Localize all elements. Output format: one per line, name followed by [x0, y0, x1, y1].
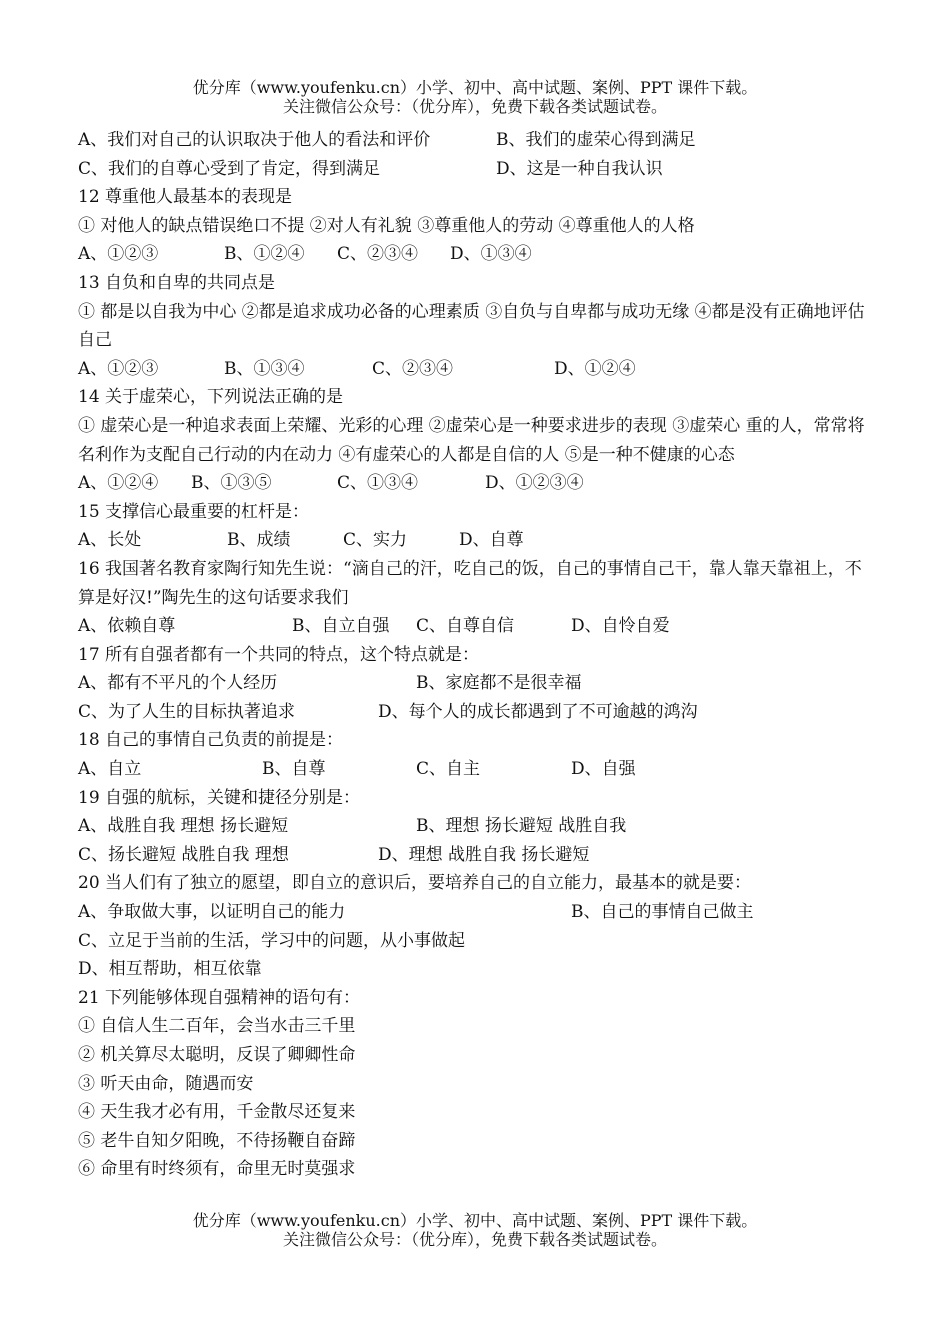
q19-option-a: A、战胜自我 理想 扬长避短: [78, 816, 289, 837]
q19-option-d: D、理想 战胜自我 扬长避短: [378, 844, 590, 865]
q21-item: ③ 听天由命，随遇而安: [78, 1073, 254, 1094]
q17-option-b: B、家庭都不是很幸福: [416, 673, 582, 694]
q15-option-c: C、实力: [343, 530, 408, 551]
q11-options-row-1: [78, 126, 878, 155]
q16-option-d: D、自怜自爱: [571, 616, 670, 637]
q20-option-c: C、立足于当前的生活，学习中的问题，从小事做起: [78, 930, 466, 951]
q19-option-b: B、理想 扬长避短 战胜自我: [416, 816, 627, 837]
header-line-2: 关注微信公众号：（优分库），免费下载各类试题试卷。: [282, 97, 667, 116]
q20-option-d: D、相互帮助，相互依靠: [78, 959, 262, 980]
q13-option-a: A、①②③: [78, 358, 159, 379]
q16-option-c: C、自尊自信: [416, 616, 515, 637]
q15-option-b: B、成绩: [227, 530, 291, 551]
q14-option-b: B、①③⑤: [191, 473, 272, 494]
q11-option-d: D、这是一种自我认识: [496, 158, 663, 179]
q14-options: [78, 469, 878, 498]
q12-stem: 12 尊重他人最基本的表现是: [78, 187, 293, 208]
q14-option-d: D、①②③④: [485, 473, 584, 494]
q11-options-row-2: [78, 155, 878, 184]
q20-option-b: B、自己的事情自己做主: [571, 902, 754, 923]
q18-option-a: A、自立: [78, 759, 142, 780]
q17-option-a: A、都有不平凡的个人经历: [78, 673, 278, 694]
q20-options-row-1: [78, 898, 878, 927]
header-line-1: 优分库（www.youfenku.cn）小学、初中、高中试题、案例、PPT 课件下载。: [192, 78, 758, 97]
q13-option-c: C、②③④: [372, 358, 454, 379]
q13-stem: 13 自负和自卑的共同点是: [78, 272, 276, 293]
q19-stem: 19 自强的航标，关键和捷径分别是：: [78, 787, 361, 808]
q21-item: ② 机关算尽太聪明，反误了卿卿性命: [78, 1045, 356, 1065]
q16-option-b: B、自立自强: [292, 616, 390, 637]
q12-option-b: B、①②④: [224, 244, 305, 265]
footer-line-1: 优分库（www.youfenku.cn）小学、初中、高中试题、案例、PPT 课件下载。: [192, 1211, 758, 1230]
q12-options: [78, 240, 878, 269]
q12-option-c: C、②③④: [337, 244, 419, 265]
page-header: [0, 78, 950, 116]
q16-stem: 16 我国著名教育家陶行知先生说：“滴自己的汗，吃自己的饭，自己的事情自己干，靠人靠天靠祖上，不算是好汉!”陶先生的这句话要求我们: [78, 558, 862, 608]
q18-stem: 18 自己的事情自己负责的前提是：: [78, 730, 344, 751]
q18-option-d: D、自强: [571, 759, 636, 780]
q13-options: [78, 355, 878, 384]
q11-option-a: A、我们对自己的认识取决于他人的看法和评价: [78, 130, 431, 150]
q19-option-c: C、扬长避短 战胜自我 理想: [78, 844, 289, 865]
q17-option-c: C、为了人生的目标执著追求: [78, 701, 296, 722]
q17-options-row-2: [78, 698, 878, 727]
q18-options: [78, 755, 878, 784]
q13-option-d: D、①②④: [554, 358, 636, 379]
q13-option-b: B、①③④: [224, 358, 305, 379]
q14-option-c: C、①③④: [337, 473, 419, 494]
q13-items: ① 都是以自我为中心 ②都是追求成功必备的心理素质 ③自负与自卑都与成功无缘 ④都是没有正确地评估自己: [78, 301, 865, 351]
q11-option-c: C、我们的自尊心受到了肯定，得到满足: [78, 158, 381, 179]
q20-stem: 20 当人们有了独立的愿望，即自立的意识后，要培养自己的自立能力，最基本的就是要：: [78, 873, 752, 894]
q21-item: ⑥ 命里有时终须有，命里无时莫强求: [78, 1159, 356, 1180]
q18-option-c: C、自主: [416, 759, 481, 780]
q15-stem: 15 支撑信心最重要的杠杆是：: [78, 501, 310, 522]
page-footer: [0, 1211, 950, 1249]
q15-option-a: A、长处: [78, 530, 142, 551]
q17-stem: 17 所有自强者都有一个共同的特点，这个特点就是：: [78, 644, 480, 665]
question-list: [78, 126, 878, 1184]
q14-option-a: A、①②④: [78, 473, 159, 494]
q17-options-row-1: [78, 669, 878, 698]
q17-option-d: D、每个人的成长都遇到了不可逾越的鸿沟: [378, 701, 698, 722]
footer-line-2: 关注微信公众号：（优分库），免费下载各类试题试卷。: [282, 1230, 667, 1249]
q19-options-row-1: [78, 812, 878, 841]
q21-item: ④ 天生我才必有用，千金散尽还复来: [78, 1102, 356, 1123]
q18-option-b: B、自尊: [262, 759, 326, 780]
q20-option-a: A、争取做大事，以证明自己的能力: [78, 902, 346, 923]
q15-options: [78, 526, 878, 555]
q16-option-a: A、依赖自尊: [78, 616, 176, 637]
q21-item: ⑤ 老牛自知夕阳晚，不待扬鞭自奋蹄: [78, 1130, 356, 1151]
q16-options: [78, 612, 878, 641]
q12-items: ① 对他人的缺点错误绝口不提 ②对人有礼貌 ③尊重他人的劳动 ④尊重他人的人格: [78, 215, 695, 236]
q21-item: ① 自信人生二百年，会当水击三千里: [78, 1016, 356, 1037]
q21-stem: 21 下列能够体现自强精神的语句有：: [78, 987, 361, 1008]
q11-option-b: B、我们的虚荣心得到满足: [496, 130, 696, 150]
q15-option-d: D、自尊: [459, 530, 524, 551]
q14-stem: 14 关于虚荣心，下列说法正确的是: [78, 387, 344, 408]
q14-items: ① 虚荣心是一种追求表面上荣耀、光彩的心理 ②虚荣心是一种要求进步的表现 ③虚荣心 重的人，常常将名利作为支配自己行动的内在动力 ④有虚荣心的人都是自信的人 ⑤是一种不健康的心态: [78, 415, 865, 465]
q19-options-row-2: [78, 841, 878, 870]
q12-option-a: A、①②③: [78, 244, 159, 265]
q12-option-d: D、①③④: [450, 244, 532, 265]
